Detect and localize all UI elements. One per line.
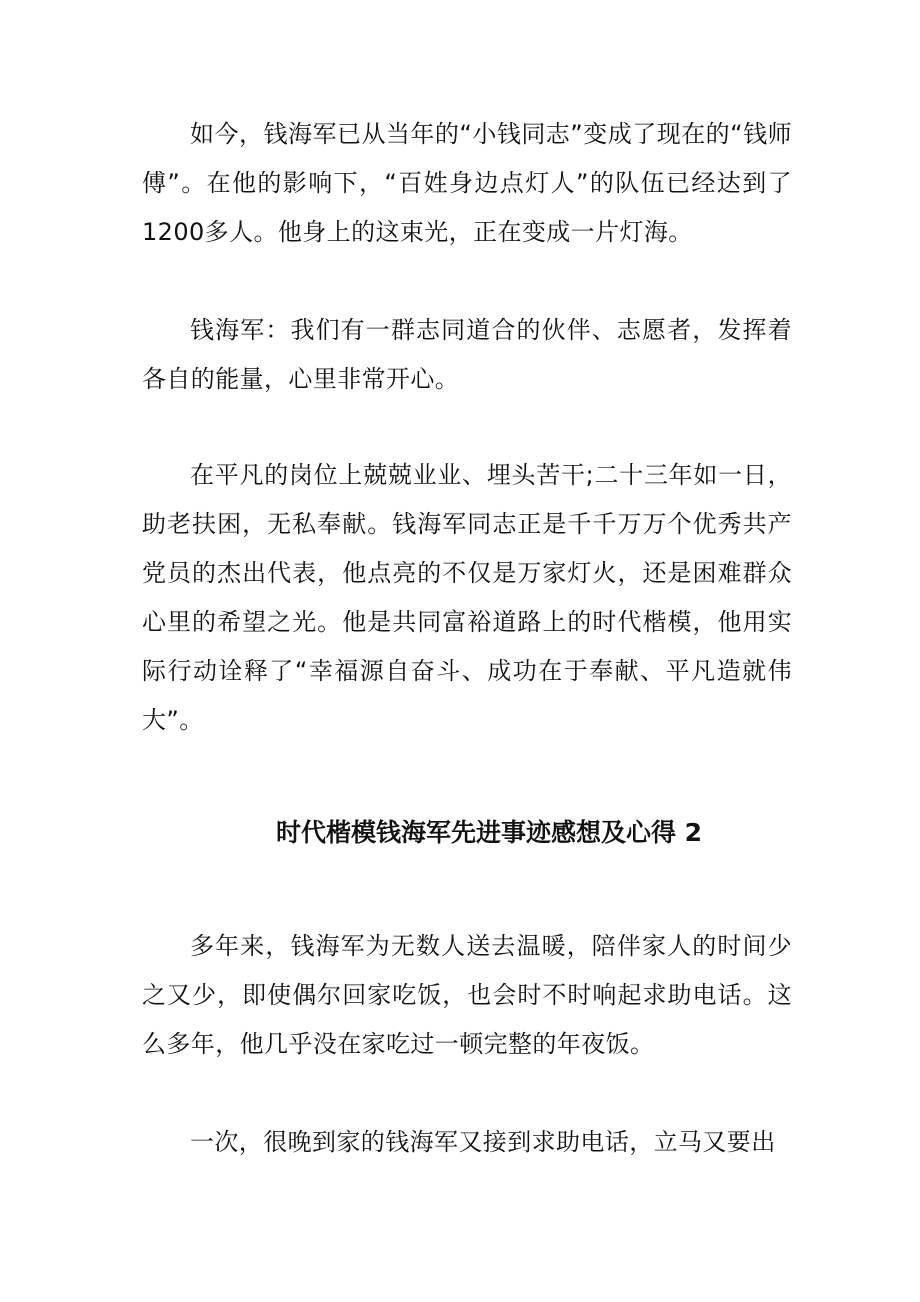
section-heading: 时代楷模钱海军先进事迹感想及心得 2 [275,818,703,847]
paragraph-3: 在平凡的岗位上兢兢业业、埋头苦干;二十三年如一日，助老扶困，无私奉献。钱海军同志正是千千万万个优秀共产党员的杰出代表，他点亮的不仅是万家灯火，还是困难群众心里的希望之光。他是共同富裕道路上的时代楷模，他用实际行动诠释了“幸福源自奋斗、成功在于奉献、平凡造就伟大”。 [142,461,792,734]
paragraph-4: 多年来，钱海军为无数人送去温暖，陪伴家人的时间少之又少，即使偶尔回家吃饭，也会时不时响起求助电话。这么多年，他几乎没在家吃过一顿完整的年夜饭。 [142,932,792,1058]
paragraph-2: 钱海军：我们有一群志同道合的伙伴、志愿者，发挥着各自的能量，心里非常开心。 [142,316,792,393]
paragraph-5: 一次，很晚到家的钱海军又接到求助电话，立马又要出 [190,1128,776,1156]
paragraph-1: 如今，钱海军已从当年的“小钱同志”变成了现在的“钱师傅”。在他的影响下，“百姓身边点灯人”的队伍已经达到了1200多人。他身上的这束光，正在变成一片灯海。 [142,120,792,246]
